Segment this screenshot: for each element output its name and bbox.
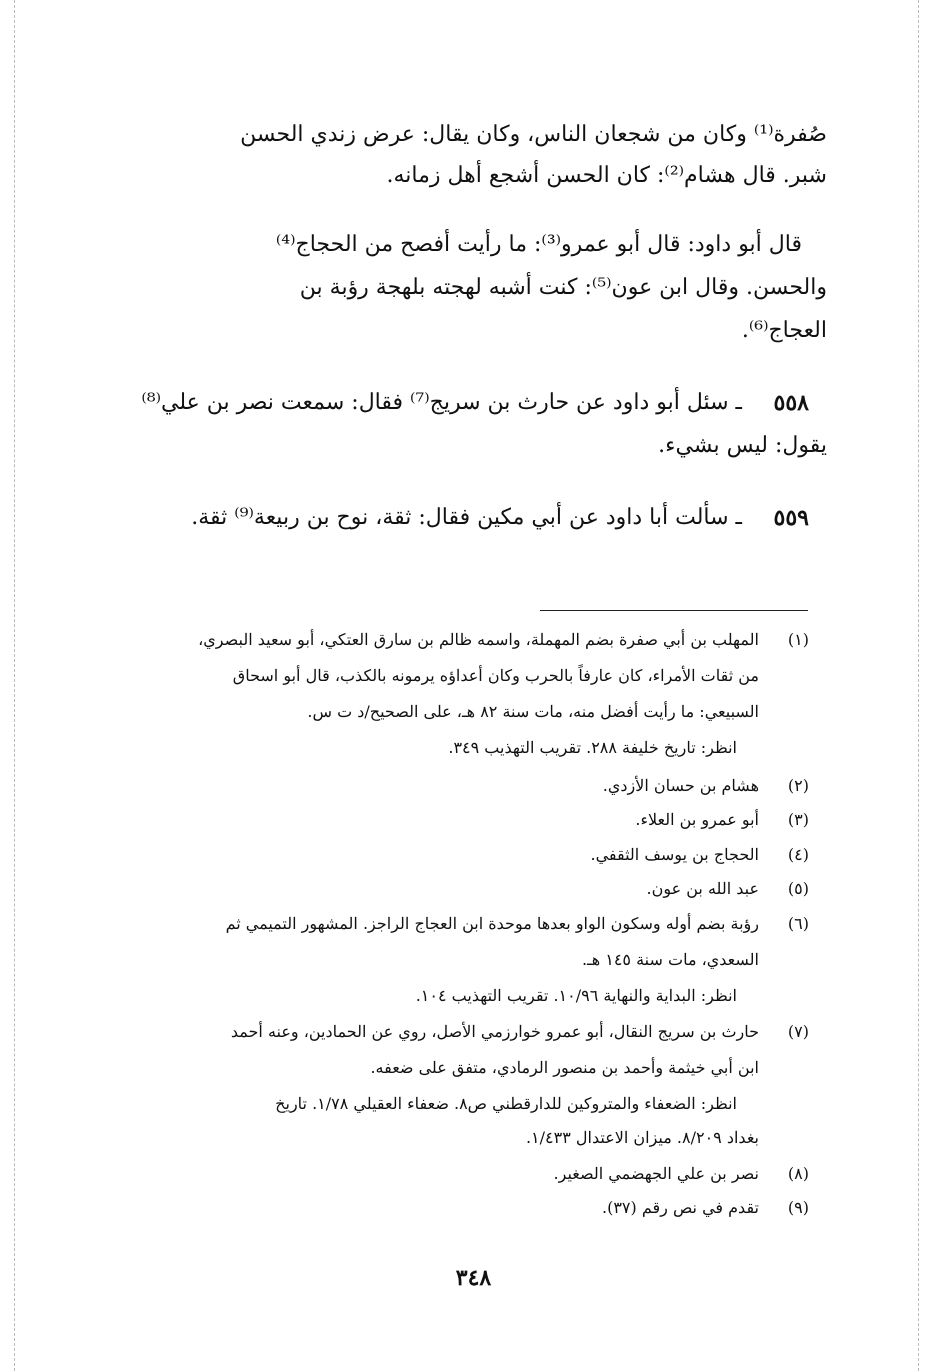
footnote-number: (٣) [787,810,809,829]
footnote-line: نصر بن علي الجهضمي الصغير. [553,1164,759,1183]
item-number: ٥٥٩ [773,505,809,531]
body-line: صُفرة⁽¹⁾ وكان من شجعان الناس، وكان يقال: عرض زندي الحسن [240,122,827,147]
footnote-reference: انظر: تاريخ خليفة ٢٨٨. تقريب التهذيب ٣٤٩. [448,738,737,757]
footnote-line: عبد الله بن عون. [646,879,759,898]
footnote-reference: انظر: الضعفاء والمتروكين للدارقطني ص٨. ضعفاء العقيلي ١/٧٨. تاريخ [275,1094,737,1113]
footnote-line: هشام بن حسان الأزدي. [602,776,759,795]
body-line: شبر. قال هشام⁽²⁾: كان الحسن أشجع أهل زمانه. [386,163,827,188]
footnote-line: رؤبة بضم أوله وسكون الواو بعدها موحدة ابن العجاج الراجز. المشهور التميمي ثم [225,914,759,933]
body-line: والحسن. وقال ابن عون⁽⁵⁾: كنت أشبه لهجته بلهجة رؤبة بن [299,275,827,300]
footnote-line: السبيعي: ما رأيت أفضل منه، مات سنة ٨٢ هـ، على الصحيح/د ت س. [307,702,759,721]
footnote-number: (٩) [787,1198,809,1217]
footnote-reference: انظر: البداية والنهاية ١٠/٩٦. تقريب التهذيب ١٠٤. [415,986,737,1005]
body-line: العجاج⁽⁶⁾. [741,318,827,343]
footnote-line: السعدي، مات سنة ١٤٥ هـ. [581,950,759,969]
scan-edge-right [918,0,919,1371]
body-line: ـ سئل أبو داود عن حارث بن سريج⁽⁷⁾ فقال: سمعت نصر بن علي⁽⁸⁾ [141,390,742,415]
footnote-line: من ثقات الأمراء، كان عارفاً بالحرب وكان أعداؤه يرمونه بالكذب، قال أبو اسحاق [232,666,759,685]
item-number: ٥٥٨ [773,390,809,416]
footnote-number: (١) [787,630,809,649]
footnote-number: (٧) [787,1022,809,1041]
scan-edge-left [14,0,15,1371]
footnote-line: المهلب بن أبي صفرة بضم المهملة، واسمه ظالم بن سارق العتكي، أبو سعيد البصري، [198,630,759,649]
footnote-line: الحجاج بن يوسف الثقفي. [590,845,759,864]
body-line: يقول: ليس بشيء. [658,433,827,458]
footnote-reference: بغداد ٨/٢٠٩. ميزان الاعتدال ١/٤٣٣. [525,1128,759,1147]
footnote-line: حارث بن سريج النقال، أبو عمرو خوارزمي الأصل، روي عن الحمادين، وعنه أحمد [230,1022,759,1041]
footnote-separator [540,610,808,611]
page-number: ٣٤٨ [455,1265,492,1291]
body-line: قال أبو داود: قال أبو عمرو⁽³⁾: ما رأيت أفصح من الحجاج⁽⁴⁾ [275,232,802,257]
footnote-number: (٢) [787,776,809,795]
footnote-number: (٤) [787,845,809,864]
footnote-line: ابن أبي خيثمة وأحمد بن منصور الرمادي، متفق على ضعفه. [370,1058,759,1077]
footnote-line: تقدم في نص رقم (٣٧). [601,1198,759,1217]
footnote-number: (٦) [787,914,809,933]
footnote-number: (٨) [787,1164,809,1183]
body-line: ـ سألت أبا داود عن أبي مكين فقال: ثقة، نوح بن ربيعة⁽⁹⁾ ثقة. [191,505,742,530]
footnote-number: (٥) [787,879,809,898]
footnote-line: أبو عمرو بن العلاء. [635,810,759,829]
